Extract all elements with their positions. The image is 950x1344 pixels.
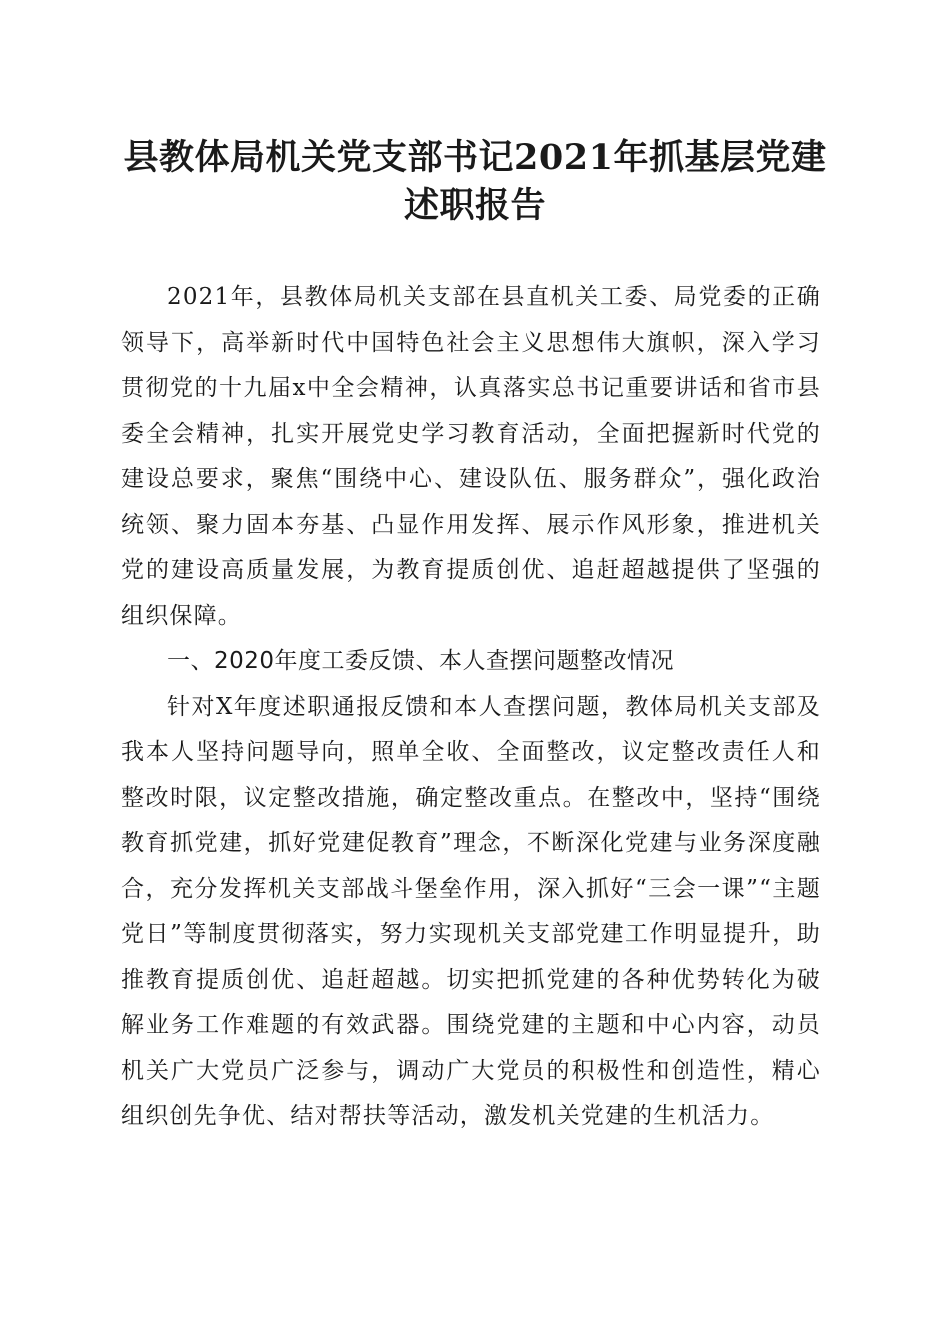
document-body: [121, 275, 821, 1140]
intro-paragraph: 2021年，县教体局机关支部在县直机关工委、局党委的正确领导下，高举新时代中国特色社会主义思想伟大旗帜，深入学习贯彻党的十九届x中全会精神，认真落实总书记重要讲话和省市县委全会精神，扎实开展党史学习教育活动，全面把握新时代党的建设总要求，聚焦“围绕中心、建设队伍、服务群众”，强化政治统领、聚力固本夯基、凸显作用发挥、展示作风形象，推进机关党的建设高质量发展，为教育提质创优、追赶超越提供了坚强的组织保障。: [121, 284, 821, 629]
document-title: [100, 134, 850, 230]
section-1-paragraph: 针对X年度述职通报反馈和本人查摆问题，教体局机关支部及我本人坚持问题导向，照单全收、全面整改，议定整改责任人和整改时限，议定整改措施，确定整改重点。在整改中，坚持“围绕教育抓党建，抓好党建促教育”理念，不断深化党建与业务深度融合，充分发挥机关支部战斗堡垒作用，深入抓好“三会一课”“主题党日”等制度贯彻落实，努力实现机关支部党建工作明显提升，助推教育提质创优、追赶超越。切实把抓党建的各种优势转化为破解业务工作难题的有效武器。围绕党建的主题和中心内容，动员机关广大党员广泛参与，调动广大党员的积极性和创造性，精心组织创先争优、结对帮扶等活动，激发机关党建的生机活力。: [121, 693, 821, 1129]
title-line-1: 县教体局机关党支部书记2021年抓基层党建: [123, 137, 827, 178]
title-line-2: 述职报告: [403, 185, 546, 226]
section-heading-1: 一、2020年度工委反馈、本人查摆问题整改情况: [167, 648, 675, 674]
